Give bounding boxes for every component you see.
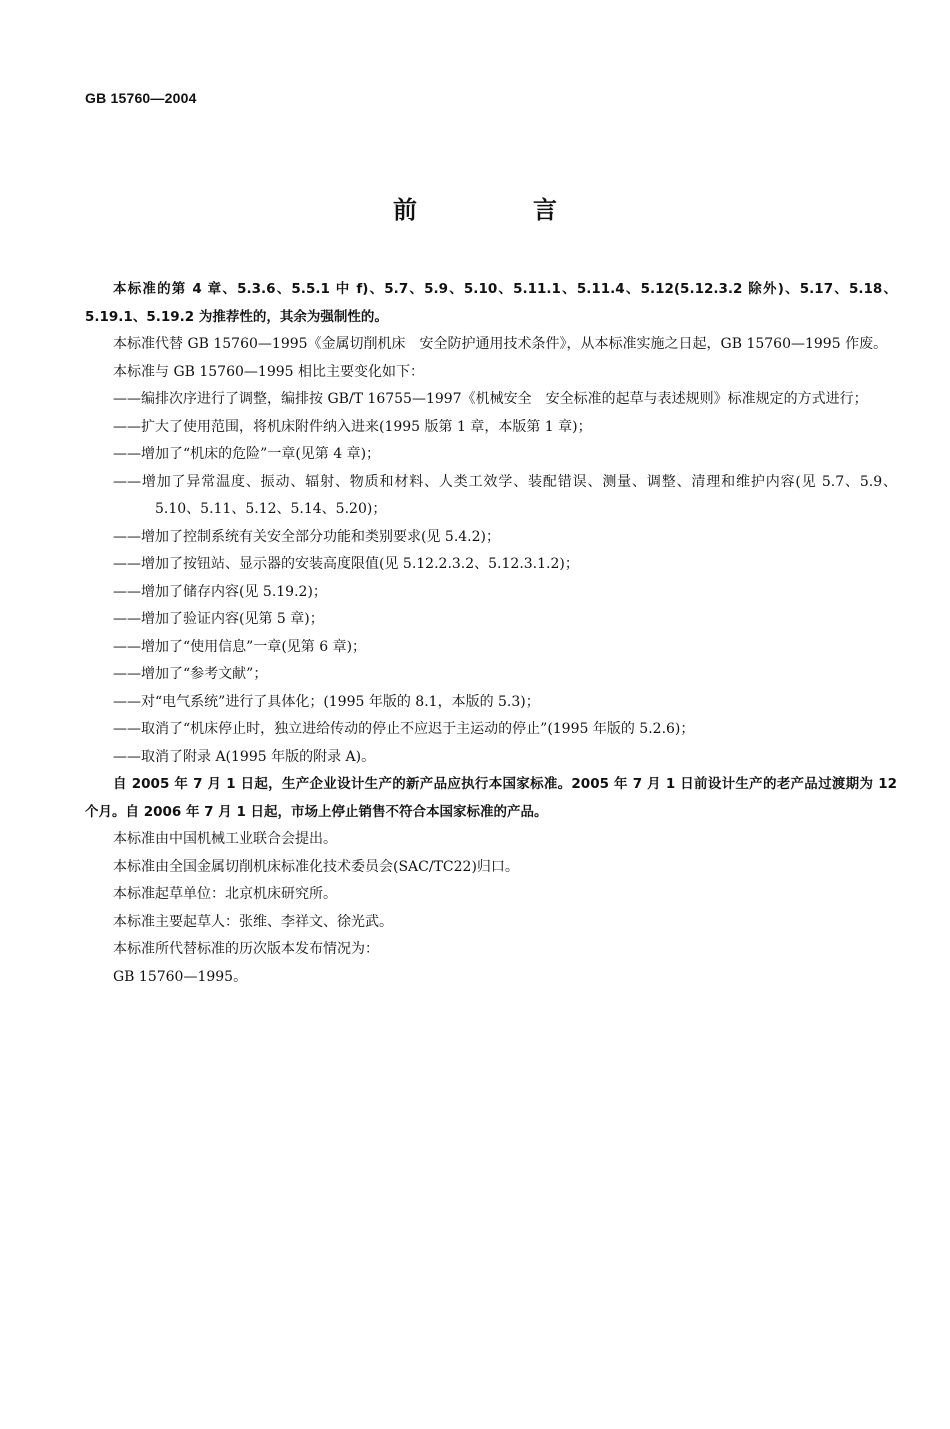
foreword-body: [85, 276, 897, 991]
change-item: ——取消了附录 A(1995 年版的附录 A)。: [113, 748, 376, 765]
change-item: ——增加了储存内容(见 5.19.2)；: [113, 583, 327, 600]
change-item: ——编排次序进行了调整，编排按 GB/T 16755—1997《机械安全 安全标准的起草与表述规则》标准规定的方式进行；: [113, 391, 868, 407]
proposer-paragraph: 本标准由中国机械工业联合会提出。: [113, 831, 337, 847]
page-title: 前 言: [393, 196, 603, 224]
changes-intro-paragraph: 本标准与 GB 15760—1995 相比主要变化如下：: [113, 363, 424, 380]
drafters-paragraph: 本标准主要起草人：张维、李祥文、徐光武。: [113, 913, 393, 930]
drafting-unit-paragraph: 本标准起草单位：北京机床研究所。: [113, 886, 337, 902]
change-item: ——增加了按钮站、显示器的安装高度限值(见 5.12.2.3.2、5.12.3.1.2)；: [113, 556, 579, 572]
change-item: ——增加了“使用信息”一章(见第 6 章)；: [113, 638, 367, 655]
standard-code-header: GB 15760—2004: [85, 90, 197, 106]
recommended-clauses-paragraph: 本标准的第 4 章、5.3.6、5.5.1 中 f)、5.7、5.9、5.10、5.11.1、5.11.4、5.12(5.12.3.2 除外)、5.17、5.18、5.19.1、5.19.2 为推荐性的，其余为强制性的。: [85, 281, 897, 325]
replacement-paragraph: 本标准代替 GB 15760—1995《金属切削机床 安全防护通用技术条件》，从本标准实施之日起，GB 15760—1995 作废。: [113, 336, 888, 352]
change-item: ——增加了验证内容(见第 5 章)；: [113, 611, 324, 627]
change-item: ——增加了控制系统有关安全部分功能和类别要求(见 5.4.2)；: [113, 528, 500, 545]
history-intro-paragraph: 本标准所代替标准的历次版本发布情况为：: [113, 941, 379, 957]
change-item: ——扩大了使用范围，将机床附件纳入进来(1995 版第 1 章，本版第 1 章)；: [113, 418, 592, 435]
transition-notice-paragraph: 自 2005 年 7 月 1 日起，生产企业设计生产的新产品应执行本国家标准。2005 年 7 月 1 日前设计生产的老产品过渡期为 12 个月。自 2006 年 7 月 1 日起，市场上停止销售不符合本国家标准的产品。: [85, 776, 897, 820]
change-item: ——增加了“机床的危险”一章(见第 4 章)；: [113, 446, 381, 462]
change-item: ——对“电气系统”进行了具体化；(1995 年版的 8.1，本版的 5.3)；: [113, 693, 540, 710]
change-item: ——增加了“参考文献”；: [113, 666, 268, 682]
change-item: ——取消了“机床停止时，独立进给传动的停止不应迟于主运动的停止”(1995 年版的 5.2.6)；: [113, 721, 695, 737]
committee-paragraph: 本标准由全国金属切削机床标准化技术委员会(SAC/TC22)归口。: [113, 858, 519, 875]
history-version-paragraph: GB 15760—1995。: [113, 968, 248, 985]
change-item: ——增加了异常温度、振动、辐射、物质和材料、人类工效学、装配错误、测量、调整、清理和维护内容(见 5.7、5.9、5.10、5.11、5.12、5.14、5.20)；: [113, 473, 897, 517]
